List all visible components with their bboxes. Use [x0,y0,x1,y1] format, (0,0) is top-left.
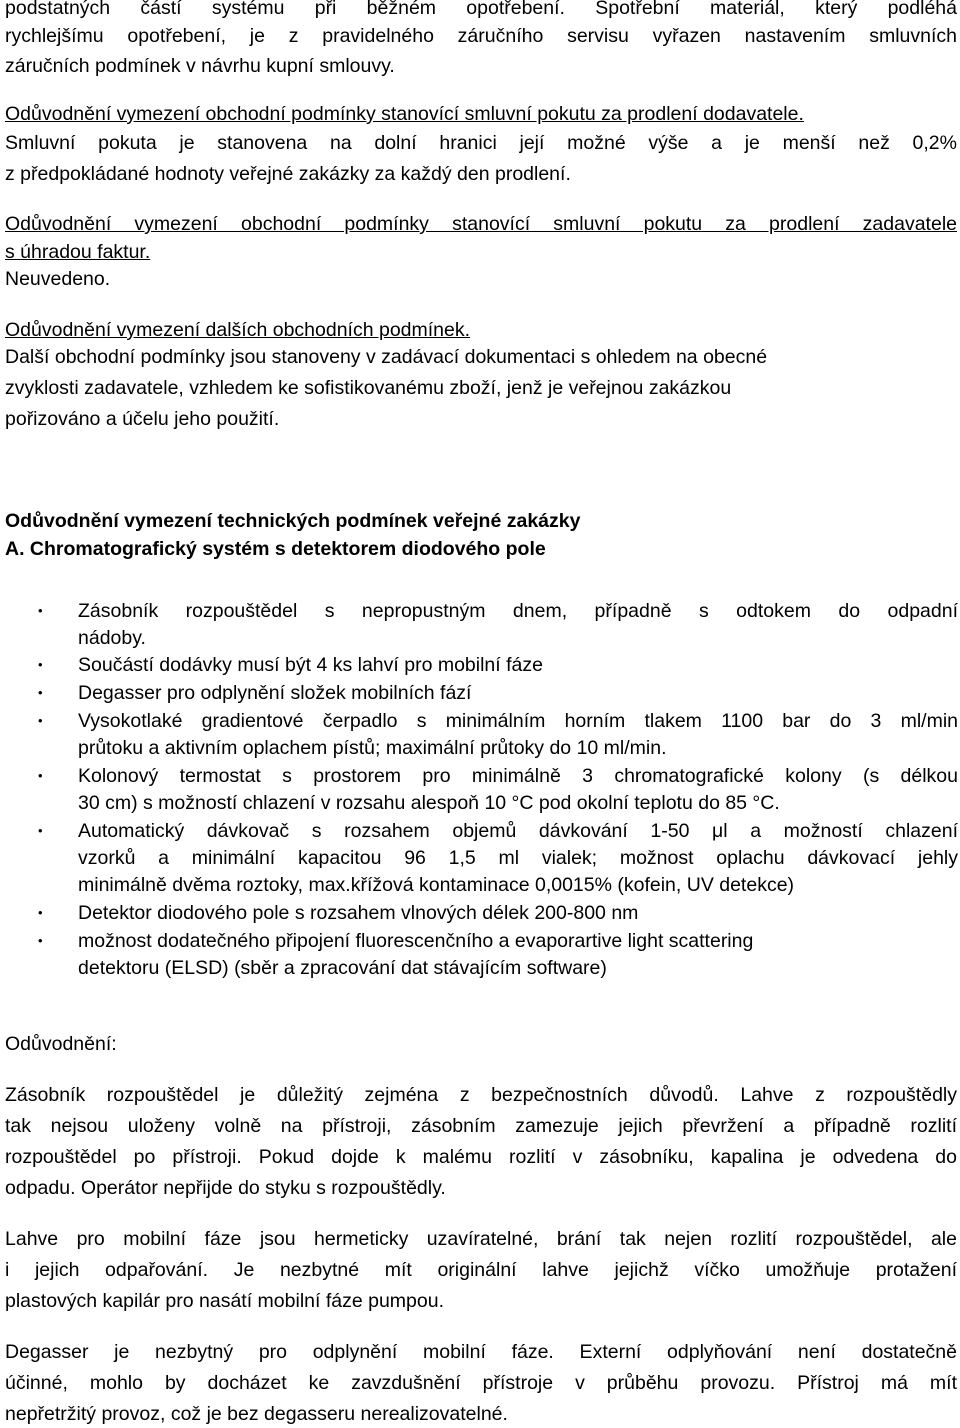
list-item-cont: průtoku a aktivním oplachem pístů; maximální průtoky do 10 ml/min. [78,737,667,759]
paragraph-line: plastových kapilár pro nasátí mobilní fáze pumpou. [5,1290,444,1312]
bullet-icon: • [38,933,43,948]
paragraph-line: Degasser je nezbytný pro odplynění mobilní fáze. Externí odplyňování není dostatečně [5,1341,957,1363]
list-item: Zásobník rozpouštědel s nepropustným dnem, případně s odtokem do odpadní [78,600,958,622]
paragraph-line: účinné, mohlo by docházet ke zavzdušnění přístroje v průběhu provozu. Přístroj má mít [5,1372,957,1394]
intro-line-1: podstatných částí systému při běžném opotřebení. Spotřební materiál, který podléhá [5,0,957,19]
paragraph-line: Neuvedeno. [5,268,111,290]
paragraph-line: rozpouštědel po přístroji. Pokud dojde k malému rozlití v zásobníku, kapalina je odvedena do [5,1146,957,1168]
list-item: Automatický dávkovač s rozsahem objemů dávkování 1-50 μl a možností chlazení [78,820,958,842]
bullet-icon: • [38,685,43,700]
intro-line-3: záručních podmínek v návrhu kupní smlouvy. [5,55,395,77]
paragraph-line: nepřetržitý provoz, což je bez degasseru nerealizovatelné. [5,1403,508,1425]
list-item: možnost dodatečného připojení fluorescenčního a evaporartive light scattering [78,930,754,952]
paragraph-line: zvyklosti zadavatele, vzhledem ke sofistikovanému zboží, jenž je veřejnou zakázkou [5,377,732,399]
list-item-cont: nádoby. [78,627,146,649]
list-item: Detektor diodového pole s rozsahem vlnových délek 200-800 nm [78,902,639,924]
list-item-cont: 30 cm) s možností chlazení v rozsahu alespoň 10 °C pod okolní teplotu do 85 °C. [78,792,780,814]
paragraph-line: Smluvní pokuta je stanovena na dolní hranici její možné výše a je menší než 0,2% [5,132,957,154]
paragraph-line: odpadu. Operátor nepřijde do styku s rozpouštědly. [5,1177,446,1199]
paragraph-line: Další obchodní podmínky jsou stanoveny v zadávací dokumentaci s ohledem na obecné [5,346,768,368]
bullet-icon: • [38,905,43,920]
list-item: Součástí dodávky musí být 4 ks lahví pro mobilní fáze [78,654,543,676]
paragraph-line: Zásobník rozpouštědel je důležitý zejména z bezpečnostních důvodů. Lahve z rozpouštědly [5,1084,957,1106]
section-heading-penalty-supplier: Odůvodnění vymezení obchodní podmínky stanovící smluvní pokutu za prodlení dodavatele. [5,103,804,125]
bullet-icon: • [38,768,43,783]
section-heading-penalty-contracting: Odůvodnění vymezení obchodní podmínky stanovící smluvní pokutu za prodlení zadavatele [5,213,957,235]
paragraph-line: z předpokládané hodnoty veřejné zakázky za každý den prodlení. [5,163,571,185]
bullet-icon: • [38,713,43,728]
bullet-icon: • [38,657,43,672]
list-item-cont: minimálně dvěma roztoky, max.křížová kontaminace 0,0015% (kofein, UV detekce) [78,874,795,896]
list-item-cont: detektoru (ELSD) (sběr a zpracování dat stávajícím software) [78,957,607,979]
intro-line-2: rychlejšímu opotřebení, je z pravidelného záručního servisu vyřazen nastavením smluvních [5,25,957,47]
bullet-icon: • [38,603,43,618]
reasoning-label: Odůvodnění: [5,1033,117,1055]
list-item: Kolonový termostat s prostorem pro minimálně 3 chromatografické kolony (s délkou [78,765,958,787]
section-heading-penalty-contracting-cont: s úhradou faktur. [5,241,151,263]
list-item: Vysokotlaké gradientové čerpadlo s minimálním horním tlakem 1100 bar do 3 ml/min [78,710,958,732]
list-item-cont: vzorků a minimální kapacitou 96 1,5 ml vialek; možnost oplachu dávkovací jehly [78,847,958,869]
bullet-icon: • [38,823,43,838]
paragraph-line: tak nejsou uloženy volně na přístroji, zásobním zamezuje jejich převržení a případně rozlití [5,1115,957,1137]
paragraph-line: Lahve pro mobilní fáze jsou hermeticky uzavíratelné, brání tak nejen rozlití rozpouštědel, ale [5,1228,957,1250]
list-item: Degasser pro odplynění složek mobilních fází [78,682,472,704]
technical-heading: Odůvodnění vymezení technických podmínek veřejné zakázky [5,510,581,532]
paragraph-line: i jejich odpařování. Je nezbytné mít originální lahve jejichž víčko umožňuje protažení [5,1259,957,1281]
section-heading-other-conditions: Odůvodnění vymezení dalších obchodních podmínek. [5,319,471,341]
technical-subheading: A. Chromatografický systém s detektorem diodového pole [5,538,546,560]
paragraph-line: pořizováno a účelu jeho použití. [5,408,280,430]
